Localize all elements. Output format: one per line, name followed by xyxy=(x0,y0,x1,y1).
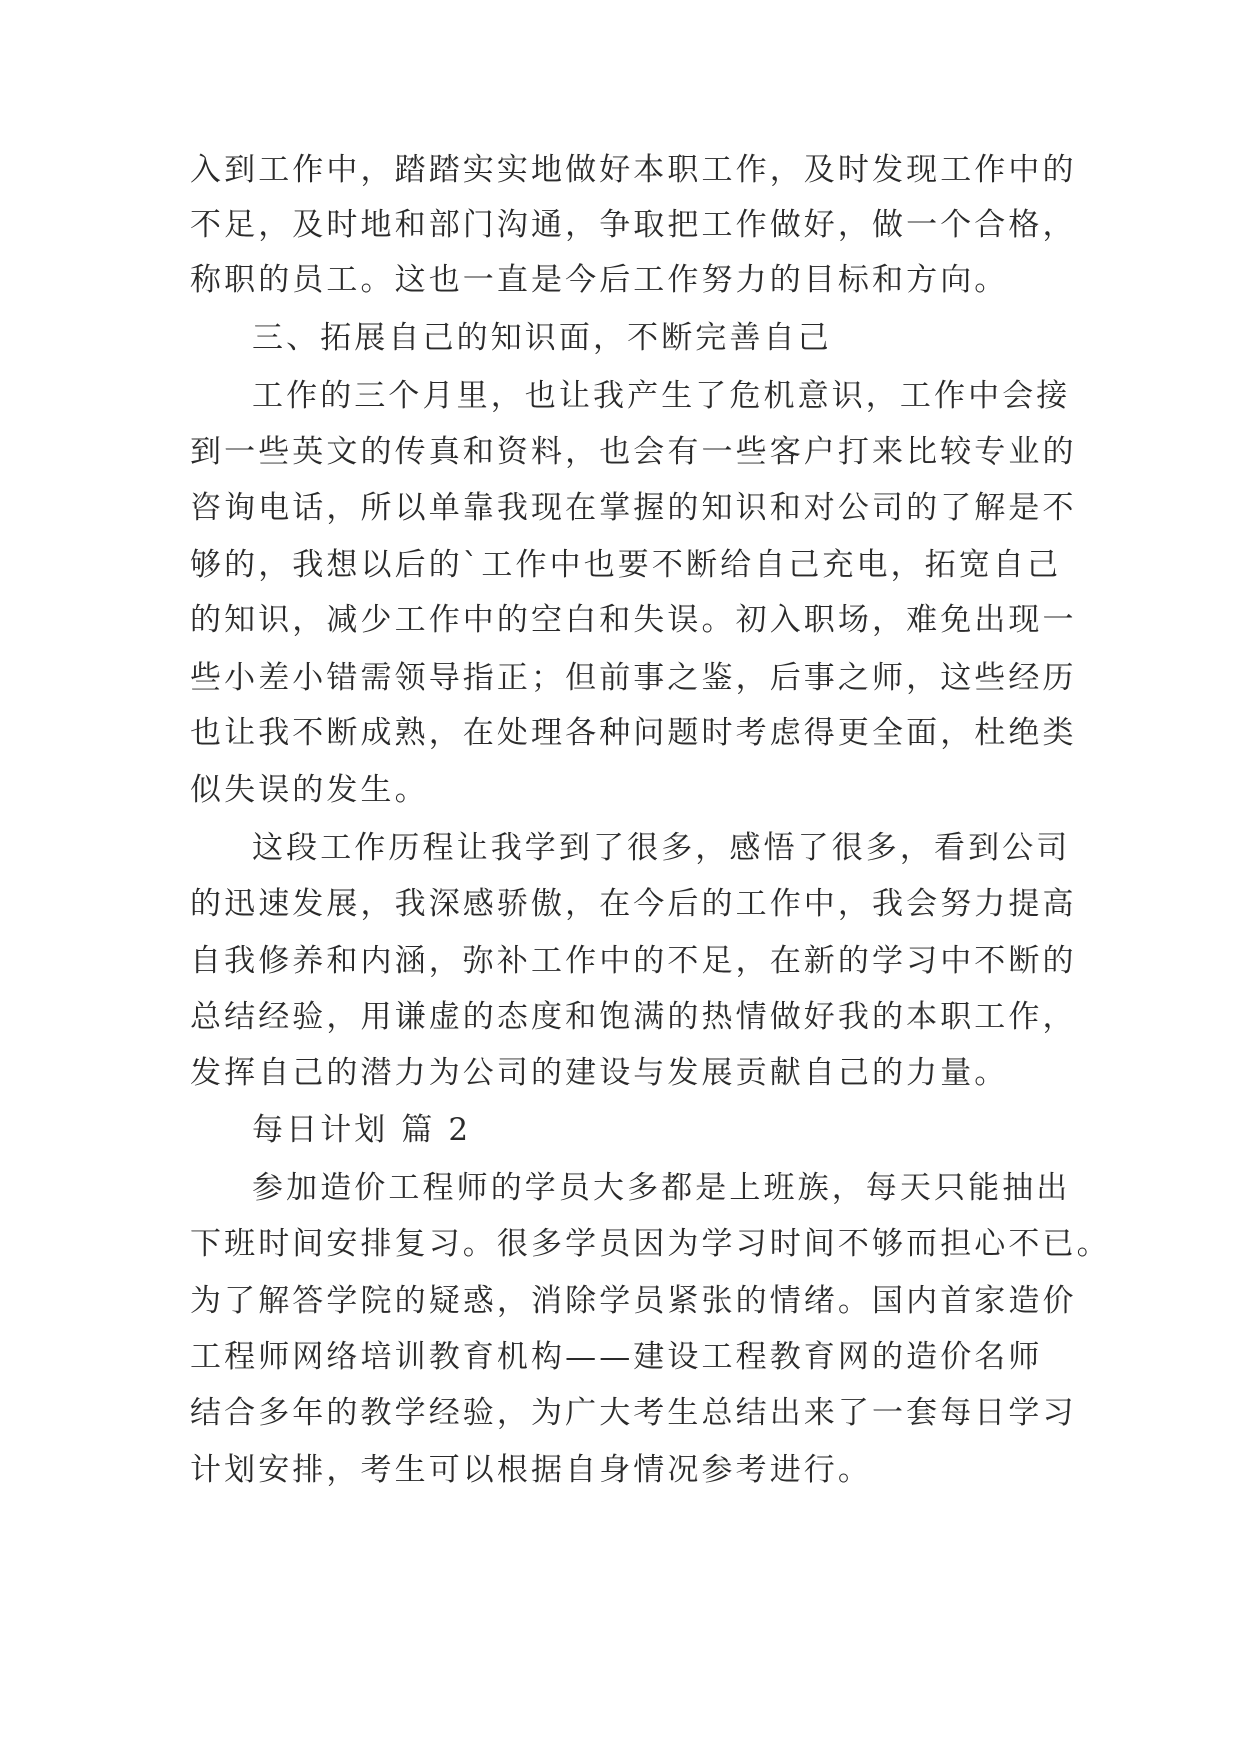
text-line: 下班时间安排复习。很多学员因为学习时间不够而担心不已。 xyxy=(190,1226,1111,1262)
text-line: 为了解答学院的疑惑，消除学员紧张的情绪。国内首家造价 xyxy=(190,1283,1077,1319)
text-line: 计划安排，考生可以根据自身情况参考进行。 xyxy=(190,1452,872,1488)
text-line: 称职的员工。这也一直是今后工作努力的目标和方向。 xyxy=(190,262,1009,298)
text-line: 入到工作中，踏踏实实地做好本职工作，及时发现工作中的 xyxy=(190,152,1077,188)
text-line: 这段工作历程让我学到了很多，感悟了很多，看到公司 xyxy=(252,830,1071,866)
text-line: 够的，我想以后的`工作中也要不断给自己充电，拓宽自己 xyxy=(190,547,1062,583)
text-line: 似失误的发生。 xyxy=(190,772,429,808)
text-line: 咨询电话，所以单靠我现在掌握的知识和对公司的了解是不 xyxy=(190,490,1077,526)
text-line: 参加造价工程师的学员大多都是上班族，每天只能抽出 xyxy=(252,1170,1071,1206)
text-line: 的知识，减少工作中的空白和失误。初入职场，难免出现一 xyxy=(190,602,1077,638)
text-line: 自我修养和内涵，弥补工作中的不足，在新的学习中不断的 xyxy=(190,943,1077,979)
text-line: 结合多年的教学经验，为广大考生总结出来了一套每日学习 xyxy=(190,1395,1077,1431)
text-line: 工程师网络培训教育机构——建设工程教育网的造价名师 xyxy=(190,1339,1043,1375)
text-line: 到一些英文的传真和资料，也会有一些客户打来比较专业的 xyxy=(190,434,1077,470)
text-line: 些小差小错需领导指正；但前事之鉴，后事之师，这些经历 xyxy=(190,660,1077,696)
text-line: 工作的三个月里，也让我产生了危机意识，工作中会接 xyxy=(252,378,1071,414)
text-line: 也让我不断成熟，在处理各种问题时考虑得更全面，杜绝类 xyxy=(190,715,1077,751)
section-heading: 每日计划 篇 2 xyxy=(252,1112,472,1148)
text-line: 的迅速发展，我深感骄傲，在今后的工作中，我会努力提高 xyxy=(190,886,1077,922)
text-line: 总结经验，用谦虚的态度和饱满的热情做好我的本职工作， xyxy=(190,999,1077,1035)
section-heading: 三、拓展自己的知识面，不断完善自己 xyxy=(252,320,832,356)
text-line: 不足，及时地和部门沟通，争取把工作做好，做一个合格， xyxy=(190,207,1077,243)
text-line: 发挥自己的潜力为公司的建设与发展贡献自己的力量。 xyxy=(190,1055,1009,1091)
